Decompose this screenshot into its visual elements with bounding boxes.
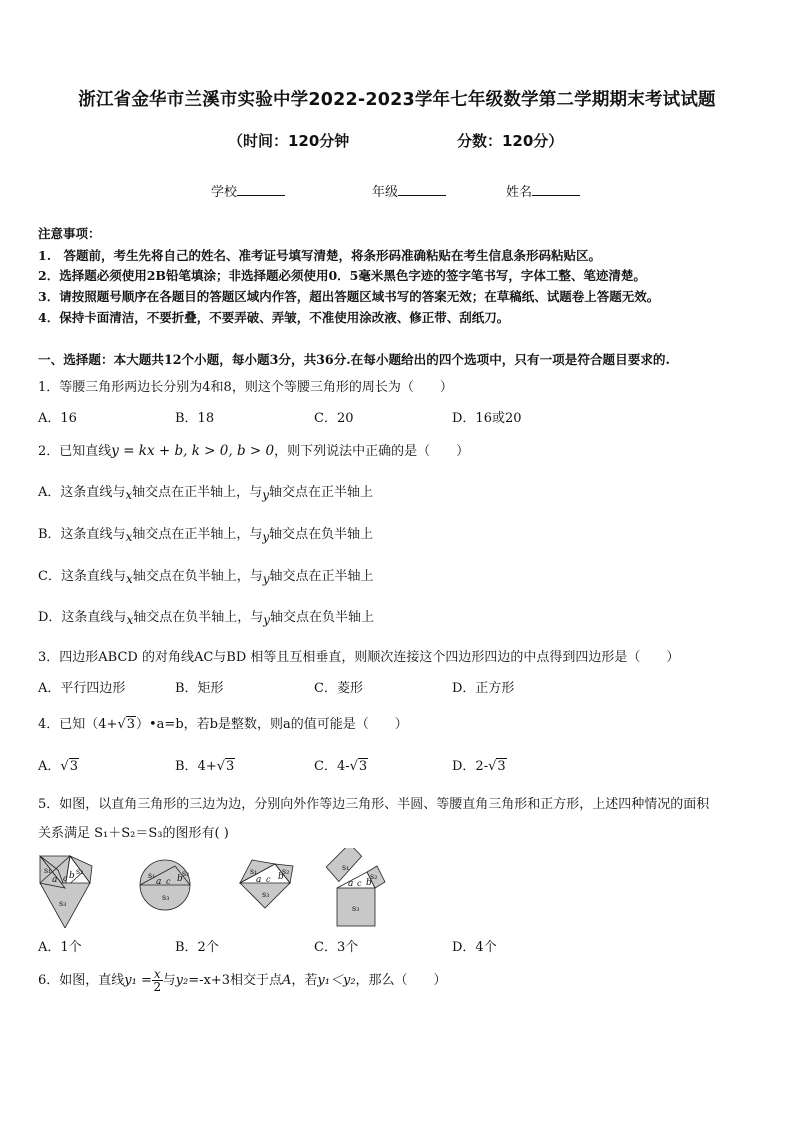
svg-text:c: c [63, 874, 68, 883]
school-label: 学校 [211, 185, 238, 200]
svg-text:a: a [256, 875, 262, 885]
q3-option-c: C．菱形 [314, 681, 363, 696]
exam-score: 分数：120分） [457, 132, 564, 150]
q2-option-b: B．这条直线与x轴交点在正半轴上，与y轴交点在负半轴上 [38, 527, 374, 544]
question-4-stem: 4．已知（4+√3）•a=b，若b是整数，则a的值可能是（ ） [38, 717, 408, 732]
svg-text:b: b [177, 874, 183, 884]
q3-option-a: A．平行四边形 [38, 681, 126, 696]
svg-text:s₁: s₁ [44, 866, 52, 875]
notice-item: 2．选择题必须使用2B铅笔填涂；非选择题必须使用0．5毫米黑色字迹的签字笔书写，字体工整、笔迹清楚。 [38, 268, 646, 283]
figure-squares [321, 848, 385, 926]
notice-item: 1. 答题前，考生先将自己的姓名、准考证号填写清楚，将条形码准确粘贴在考生信息条形码粘贴区。 [38, 248, 602, 263]
q1-option-d: D．16或20 [452, 411, 522, 426]
figure-semicircles [140, 860, 190, 910]
q1-option-b: B．18 [175, 411, 215, 426]
svg-text:a: a [156, 877, 162, 887]
q4-option-c: C．4-√3 [314, 759, 368, 774]
grade-blank[interactable] [398, 183, 446, 196]
svg-text:c: c [357, 879, 362, 888]
svg-text:s₂: s₂ [76, 867, 84, 876]
grade-label: 年级 [372, 185, 399, 200]
svg-text:a: a [52, 875, 58, 885]
q5-option-b: B．2个 [175, 940, 219, 955]
svg-text:s₃: s₃ [352, 904, 360, 913]
question-5-stem-line2: 关系满足 S₁＋S₂＝S₃的图形有( ) [38, 826, 229, 841]
q1-option-c: C．20 [314, 411, 354, 426]
figure-equilateral-triangles [40, 856, 92, 928]
notice-item: 4．保持卡面清洁，不要折叠，不要弄破、弄皱，不准使用涂改液、修正带、刮纸刀。 [38, 310, 510, 325]
name-label: 姓名 [506, 185, 533, 200]
q2-formula: y = kx + b, k > 0, b > 0 [111, 443, 275, 459]
svg-text:s₃: s₃ [59, 899, 67, 908]
question-3-stem: 3．四边形ABCD 的对角线AC与BD 相等且互相垂直，则顺次连接这个四边形四边的中点得到四边形是（ ） [38, 650, 680, 665]
svg-text:s₃: s₃ [162, 893, 170, 902]
q4-option-d: D．2-√3 [452, 759, 506, 774]
school-field [211, 181, 285, 200]
svg-text:s₁: s₁ [148, 871, 156, 880]
q1-option-a: A．16 [38, 411, 77, 426]
q3-option-b: B．矩形 [175, 681, 224, 696]
q5-figures [30, 848, 390, 928]
svg-text:c: c [166, 877, 171, 886]
q3-option-d: D．正方形 [452, 681, 515, 696]
notice-item: 3．请按照题号顺序在各题目的答题区域内作答，超出答题区域书写的答案无效；在草稿纸、试题卷上答题无效。 [38, 289, 660, 304]
svg-text:c: c [266, 875, 271, 884]
q5-option-c: C．3个 [314, 940, 359, 955]
name-blank[interactable] [532, 183, 580, 196]
q5-option-a: A．1个 [38, 940, 82, 955]
svg-text:a: a [348, 879, 354, 889]
question-1-stem: 1．等腰三角形两边长分别为4和8，则这个等腰三角形的周长为（ ） [38, 380, 453, 395]
svg-text:s₂: s₂ [182, 869, 190, 878]
figure-isosceles-right-triangles [240, 860, 293, 908]
notice-heading: 注意事项： [38, 226, 101, 241]
grade-field [372, 181, 446, 200]
sqrt-sign: √3 [117, 717, 136, 732]
q2-option-d: D．这条直线与x轴交点在负半轴上，与y轴交点在负半轴上 [38, 610, 375, 627]
svg-text:b: b [278, 872, 284, 882]
exam-time: （时间：120分钟 [228, 132, 350, 150]
q4-option-a: A．√3 [38, 759, 78, 774]
question-5-stem-line1: 5．如图，以直角三角形的三边为边，分别向外作等边三角形、半圆、等腰直角三角形和正方形，上述四种情况的面积 [38, 797, 710, 812]
svg-text:b: b [366, 878, 372, 888]
name-field [506, 181, 580, 200]
page-title: 浙江省金华市兰溪市实验中学2022-2023学年七年级数学第二学期期末考试试题 [78, 90, 716, 110]
svg-text:s₂: s₂ [370, 872, 378, 881]
svg-text:s₃: s₃ [262, 890, 270, 899]
question-2-stem: 2．已知直线y = kx + b, k > 0, b > 0，则下列说法中正确的是（ ） [38, 443, 470, 459]
svg-text:b: b [69, 871, 75, 881]
fraction: $\frac{x}{2}$ [153, 967, 162, 994]
q5-option-d: D．4个 [452, 940, 497, 955]
q2-option-a: A．这条直线与x轴交点在正半轴上，与y轴交点在正半轴上 [38, 485, 373, 502]
q2-option-c: C．这条直线与x轴交点在负半轴上，与y轴交点在正半轴上 [38, 569, 374, 586]
svg-text:s₁: s₁ [342, 863, 350, 872]
svg-text:s₂: s₂ [282, 867, 290, 876]
q4-option-b: B．4+√3 [175, 759, 235, 774]
question-6-stem: 6．如图，直线y₁ = $\frac{x}{2}$ 与y₂=-x+3相交于点A，若y₁＜y₂，那么（ ） [38, 967, 447, 994]
school-blank[interactable] [237, 183, 285, 196]
svg-text:s₁: s₁ [250, 867, 258, 876]
section-heading: 一、选择题：本大题共12个小题，每小题3分，共36分.在每小题给出的四个选项中，只有一项是符合题目要求的. [38, 352, 670, 367]
